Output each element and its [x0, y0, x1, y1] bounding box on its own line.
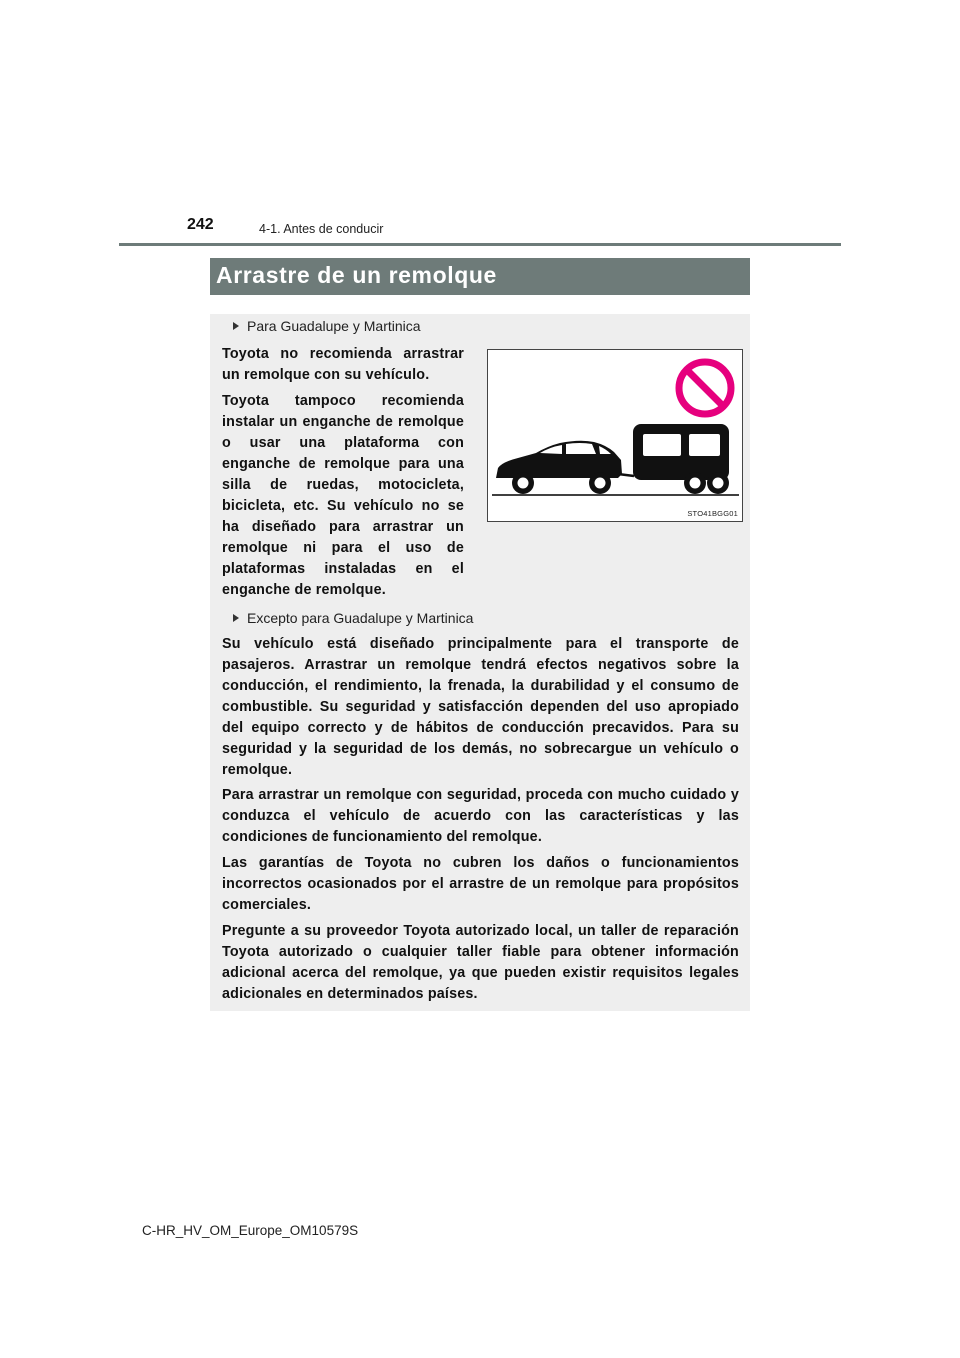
paragraph-no-recommend: Toyota no recomienda arrastrar un remolque con su vehículo.: [222, 346, 464, 383]
triangle-bullet-icon: [233, 322, 239, 330]
paragraph-vehicle-design: Su vehículo está diseñado principalmente para el transporte de pasajeros. Arrastrar un remolque tendrá efectos negativos sobre la conducción, el rendimiento, la frenada, la durabilidad y el consumo de combustible. Su seguridad y satisfacción dependen del uso apropiado del equipo correcto y de hábitos de conducción precavidos. Para su seguridad y la seguridad de los demás, no sobrecargue un vehículo o remolque.: [222, 636, 739, 778]
towing-illustration: [488, 350, 744, 523]
paragraph-ask-dealer: Pregunte a su proveedor Toyota autorizado local, un taller de reparación Toyota autorizado o cualquier taller fiable para obtener información adicional acerca del remolque, ya que pueden existir requisitos legales adicionales en determinados países.: [222, 923, 739, 1002]
bullet-text: Excepto para Guadalupe y Martinica: [247, 610, 474, 626]
trailer-icon: [633, 424, 729, 494]
car-icon: [496, 441, 634, 494]
section-reference: 4-1. Antes de conducir: [259, 222, 384, 236]
page-number: 242: [187, 216, 214, 233]
footer-document-id: C-HR_HV_OM_Europe_OM10579S: [142, 1223, 359, 1238]
paragraph-tow-safely: Para arrastrar un remolque con seguridad, proceda con mucho cuidado y conduzca el vehículo de acuerdo con las características y las condiciones de funcionamiento del remolque.: [222, 787, 739, 845]
page-title: Arrastre de un remolque: [216, 262, 497, 288]
paragraph-warranty: Las garantías de Toyota no cubren los daños o funcionamientos incorrectos ocasionados por el arrastre de un remolque para propósitos comerciales.: [222, 855, 739, 913]
prohibited-icon: [679, 362, 731, 414]
towing-prohibited-figure: [487, 349, 743, 522]
bullet-except-guadalupe-martinica: [233, 610, 473, 626]
title-bar: [210, 258, 750, 295]
bullet-guadalupe-martinica: [233, 318, 421, 334]
bullet-text: Para Guadalupe y Martinica: [247, 318, 421, 334]
paragraph-no-hitch: Toyota tampoco recomienda instalar un enganche de remolque o usar una plataforma con enganche de remolque para una silla de ruedas, motocicleta, bicicleta, etc. Su vehículo no se ha diseñado para arrastrar un remolque ni para el uso de plataformas instaladas en el enganche de remolque.: [222, 393, 464, 598]
figure-code: STO41BGG01: [687, 509, 738, 518]
triangle-bullet-icon: [233, 614, 239, 622]
header-rule: [119, 243, 841, 246]
